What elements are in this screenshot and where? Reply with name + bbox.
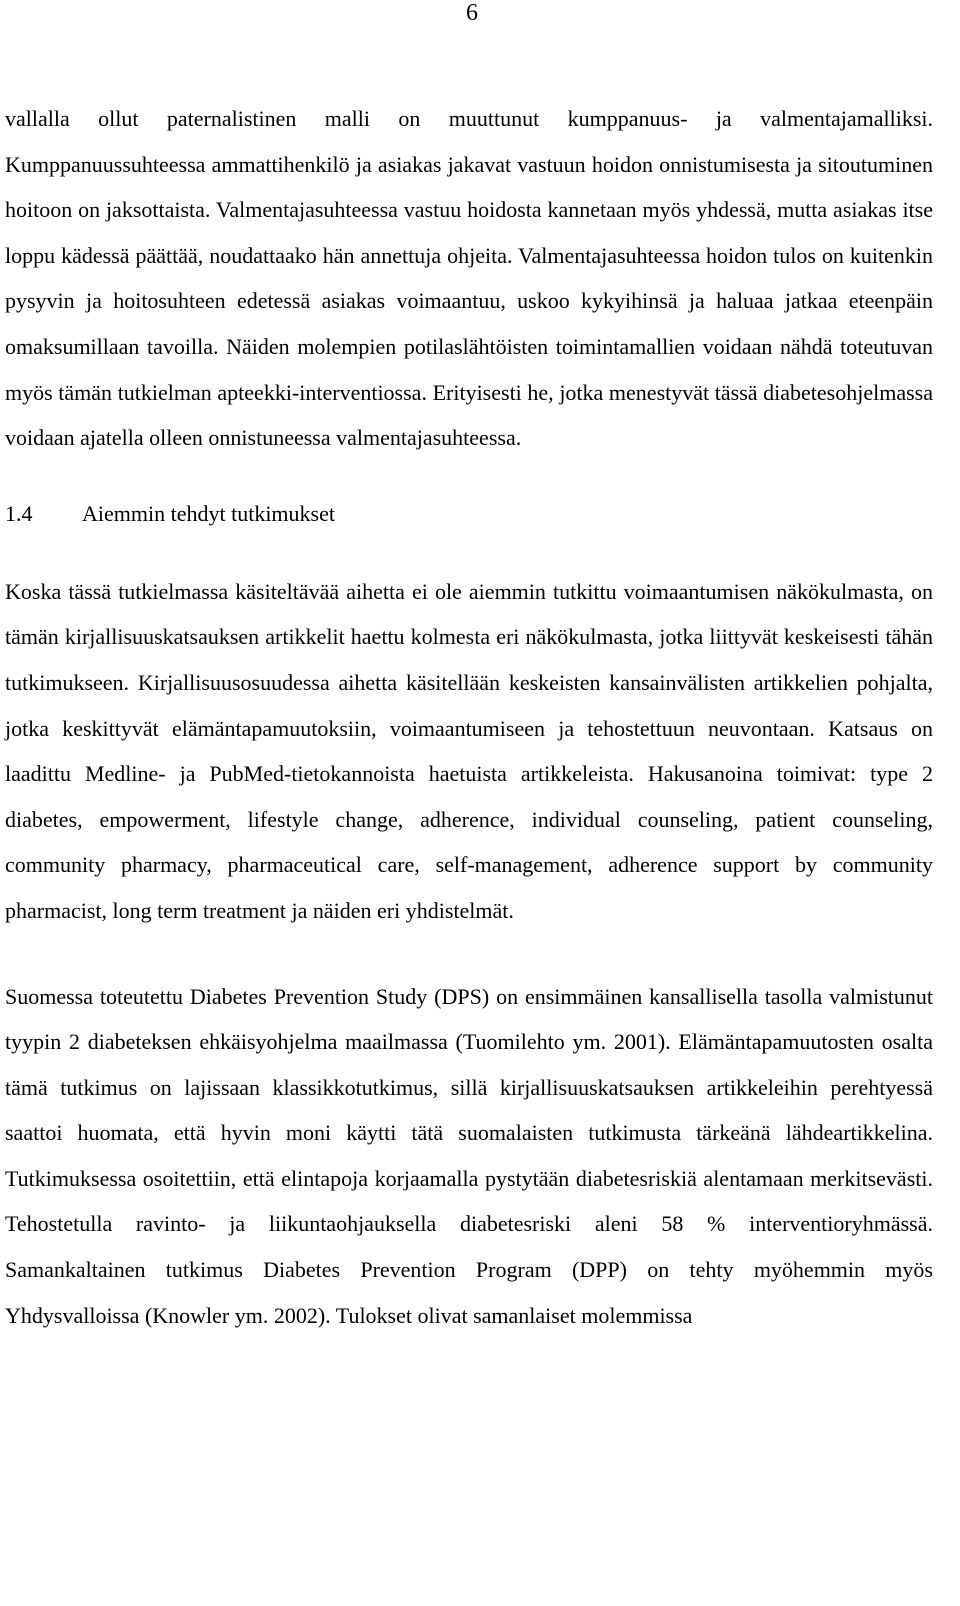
section-title: Aiemmin tehdyt tutkimukset (82, 500, 335, 526)
section-heading (5, 496, 933, 532)
section-number: 1.4 (5, 500, 33, 526)
paragraph-method: Koska tässä tutkielmassa käsiteltävää aihetta ei ole aiemmin tutkittu voimaantumisen näkökulmasta, on tämän kirjallisuuskatsauksen artikkelit haettu kolmesta eri näkökulmasta, jotka liittyvät keskeisesti tähän tutkimukseen. Kirjallisuusosuudessa aihetta käsitellään keskeisten kansainvälisten artikkelien pohjalta, jotka keskittyvät elämäntapamuutoksiin, voimaantumiseen ja tehostettuun neuvontaan. Katsaus on laadittu Medline- ja PubMed-tietokannoista haetuista artikkeleista. Hakusanoina toimivat: type 2 diabetes, empowerment, lifestyle change, adherence, individual counseling, patient counseling, community pharmacy, pharmaceutical care, self-management, adherence support by community pharmacist, long term treatment ja näiden eri yhdistelmät. (5, 578, 933, 923)
paragraph-dps: Suomessa toteutettu Diabetes Prevention Study (DPS) on ensimmäinen kansallisella tasolla valmistunut tyypin 2 diabeteksen ehkäisyohjelma maailmassa (Tuomilehto ym. 2001). Elämäntapamuutosten osalta tämä tutkimus on lajissaan klassikkotutkimus, sillä kirjallisuuskatsauksen artikkeleihin perehtyessä saattoi huomata, että hyvin moni käytti tätä suomalaisten tutkimusta tärkeänä lähdeartikkelina. Tutkimuksessa osoitettiin, että elintapoja korjaamalla pystytään diabetesriskiä alentamaan merkitsevästi. Tehostetulla ravinto- ja liikuntaohjauksella diabetesriski aleni 58 % interventioryhmässä. Samankaltainen tutkimus Diabetes Prevention Program (DPP) on tehty myöhemmin myös Yhdysvalloissa (Knowler ym. 2002). Tulokset olivat samanlaiset molemmissa (5, 983, 933, 1328)
document-body (5, 96, 933, 1338)
paragraph-intro: vallalla ollut paternalistinen malli on muuttunut kumppanuus- ja valmentajamalliksi. Kumppanuussuhteessa ammattihenkilö ja asiakas jakavat vastuun hoidon onnistumisesta ja sitoutuminen hoitoon on jaksottaista. Valmentajasuhteessa vastuu hoidosta kannetaan myös yhdessä, mutta asiakas itse loppu kädessä päättää, noudattaako hän annettuja ohjeita. Valmentajasuhteessa hoidon tulos on kuitenkin pysyvin ja hoitosuhteen edetessä asiakas voimaantuu, uskoo kykyihinsä ja haluaa jatkaa eteenpäin omaksumillaan tavoilla. Näiden molempien potilaslähtöisten toimintamallien voidaan nähdä toteutuvan myös tämän tutkielman apteekki-interventiossa. Erityisesti he, jotka menestyvät tässä diabetesohjelmassa voidaan ajatella olleen onnistuneessa valmentajasuhteessa. (5, 106, 933, 451)
page-number: 6 (466, 0, 478, 26)
